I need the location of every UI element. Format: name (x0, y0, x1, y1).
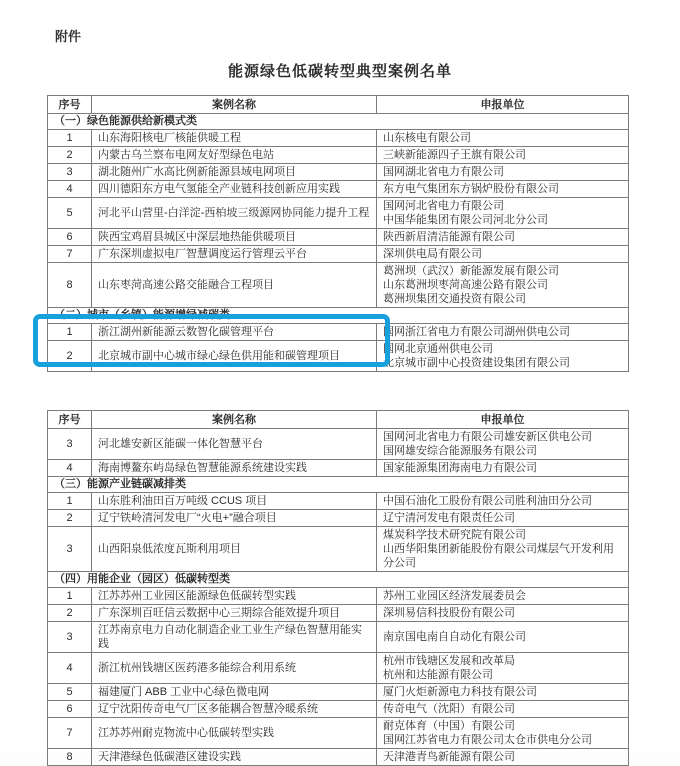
case-no: 1 (48, 130, 92, 147)
case-no: 3 (48, 429, 92, 460)
case-name: 江苏南京电力自动化制造企业工业生产绿色智慧用能实践 (92, 622, 377, 653)
org-line: 国网北京通州供电公司 (383, 343, 493, 355)
case-orgs (377, 263, 629, 308)
org-line: 深圳供电局有限公司 (383, 248, 482, 260)
section-row (48, 308, 629, 324)
org-line: 国网雄安综合能源服务有限公司 (383, 445, 537, 457)
case-orgs (377, 718, 629, 749)
case-name: 江苏苏州工业园区能源绿色低碳转型实践 (92, 588, 377, 605)
case-name: 辽宁铁岭清河发电厂“火电+”融合项目 (92, 510, 377, 527)
org-line: 天津港青鸟新能源有限公司 (383, 751, 515, 763)
case-name: 广东深圳虚拟电厂智慧调度运行管理云平台 (92, 246, 377, 263)
case-no: 8 (48, 749, 92, 766)
case-name: 辽宁沈阳传奇电气厂区多能耦合智慧冷暖系统 (92, 701, 377, 718)
column-header-no: 序号 (48, 411, 92, 429)
case-no: 1 (48, 324, 92, 341)
case-name: 河北雄安新区能碳一体化智慧平台 (92, 429, 377, 460)
case-name: 内蒙古乌兰察布电网友好型绿色电站 (92, 147, 377, 164)
case-row (48, 198, 629, 229)
case-row (48, 701, 629, 718)
org-line: 国网湖北省电力有限公司 (383, 166, 504, 178)
case-orgs (377, 749, 629, 766)
column-header-org: 申报单位 (377, 411, 629, 429)
case-no: 2 (48, 341, 92, 372)
case-name: 山东胜利油田百万吨级 CCUS 项目 (92, 493, 377, 510)
case-row (48, 527, 629, 572)
org-line: 厦门火炬新源电力科技有限公司 (383, 686, 537, 698)
case-orgs (377, 527, 629, 572)
section-row (48, 114, 629, 130)
case-row-highlighted (48, 341, 629, 372)
case-name: 四川德阳东方电气氢能全产业链科技创新应用实践 (92, 181, 377, 198)
case-no: 6 (48, 701, 92, 718)
case-name: 天津港绿色低碳港区建设实践 (92, 749, 377, 766)
column-header-case-name: 案例名称 (92, 411, 377, 429)
column-header-org: 申报单位 (377, 96, 629, 114)
section-row (48, 572, 629, 588)
org-line: 三峡新能源四子王旗有限公司 (383, 149, 526, 161)
case-row (48, 510, 629, 527)
org-line: 国网河北省电力有限公司 (383, 200, 504, 212)
case-name: 广东深圳百旺信云数据中心三期综合能效提升项目 (92, 605, 377, 622)
case-orgs (377, 684, 629, 701)
column-header-no: 序号 (48, 96, 92, 114)
case-name: 北京城市副中心城市绿心绿色供用能和碳管理项目 (92, 341, 377, 372)
org-line: 葛洲坝集团交通投资有限公司 (383, 293, 526, 305)
case-name: 江苏苏州耐克物流中心低碳转型实践 (92, 718, 377, 749)
org-line: 山西华阳集团新能股份有限公司煤层气开发利用分公司 (383, 543, 614, 569)
case-orgs (377, 460, 629, 477)
case-name: 湖北随州广水高比例新能源县域电网项目 (92, 164, 377, 181)
case-row (48, 718, 629, 749)
case-no: 3 (48, 622, 92, 653)
org-line: 中国华能集团有限公司河北分公司 (383, 214, 548, 226)
org-line: 山东核电有限公司 (383, 132, 471, 144)
attachment-label: 附件 (55, 29, 82, 44)
case-no: 1 (48, 588, 92, 605)
case-row (48, 164, 629, 181)
org-line: 辽宁清河发电有限责任公司 (383, 512, 515, 524)
column-header-case-name: 案例名称 (92, 96, 377, 114)
case-orgs (377, 701, 629, 718)
org-line: 国家能源集团海南电力有限公司 (383, 462, 537, 474)
case-row (48, 130, 629, 147)
case-row (48, 147, 629, 164)
case-no: 6 (48, 229, 92, 246)
org-line: 东方电气集团东方锅炉股份有限公司 (383, 183, 559, 195)
section-label: （三）能源产业链碳减排类 (48, 477, 629, 493)
case-table-page-2 (47, 410, 629, 766)
case-row (48, 653, 629, 684)
case-no: 7 (48, 718, 92, 749)
table-header-row (48, 96, 629, 114)
org-line: 国网江苏省电力有限公司太仓市供电分公司 (383, 734, 592, 746)
case-orgs (377, 429, 629, 460)
case-no: 5 (48, 198, 92, 229)
case-no: 4 (48, 653, 92, 684)
case-orgs (377, 147, 629, 164)
org-line: 杭州和达能源有限公司 (383, 669, 493, 681)
case-table-page-1 (47, 95, 629, 372)
org-line: 山东葛洲坝枣菏高速公路有限公司 (383, 279, 548, 291)
case-orgs (377, 493, 629, 510)
section-row (48, 477, 629, 493)
case-no: 8 (48, 263, 92, 308)
org-line: 中国石油化工股份有限公司胜利油田分公司 (383, 495, 592, 507)
case-orgs (377, 181, 629, 198)
case-row (48, 324, 629, 341)
case-name: 浙江杭州钱塘区医药港多能综合利用系统 (92, 653, 377, 684)
case-name: 山东枣菏高速公路交能融合工程项目 (92, 263, 377, 308)
case-name: 陕西宝鸡眉县城区中深层地热能供暖项目 (92, 229, 377, 246)
org-line: 耐克体育（中国）有限公司 (383, 720, 515, 732)
case-no: 5 (48, 684, 92, 701)
case-no: 1 (48, 493, 92, 510)
case-orgs (377, 341, 629, 372)
section-label: （四）用能企业（园区）低碳转型类 (48, 572, 629, 588)
case-no: 2 (48, 147, 92, 164)
org-line: 陕西新眉清洁能源有限公司 (383, 231, 515, 243)
case-row (48, 246, 629, 263)
case-row (48, 229, 629, 246)
case-orgs (377, 605, 629, 622)
org-line: 葛洲坝（武汉）新能源发展有限公司 (383, 265, 559, 277)
org-line: 苏州工业园区经济发展委员会 (383, 590, 526, 602)
section-label: （一）绿色能源供给新模式类 (48, 114, 629, 130)
org-line: 杭州市钱塘区发展和改革局 (383, 655, 515, 667)
case-orgs (377, 229, 629, 246)
org-line: 北京城市副中心投资建设集团有限公司 (383, 357, 570, 369)
case-no: 7 (48, 246, 92, 263)
case-row (48, 605, 629, 622)
org-line: 传奇电气（沈阳）有限公司 (383, 703, 515, 715)
case-orgs (377, 198, 629, 229)
case-row (48, 684, 629, 701)
case-no: 4 (48, 460, 92, 477)
case-row (48, 263, 629, 308)
org-line: 国网河北省电力有限公司雄安新区供电公司 (383, 431, 592, 443)
org-line: 国网浙江省电力有限公司湖州供电公司 (383, 326, 570, 338)
case-name: 浙江湖州新能源云数智化碳管理平台 (92, 324, 377, 341)
case-orgs (377, 324, 629, 341)
case-name: 山东海阳核电厂核能供暖工程 (92, 130, 377, 147)
case-orgs (377, 622, 629, 653)
org-line: 深圳易信科技股份有限公司 (383, 607, 515, 619)
case-no: 4 (48, 181, 92, 198)
case-no: 2 (48, 605, 92, 622)
case-row (48, 622, 629, 653)
case-row (48, 429, 629, 460)
table-header-row (48, 411, 629, 429)
document-title: 能源绿色低碳转型典型案例名单 (227, 63, 452, 80)
case-no: 3 (48, 164, 92, 181)
case-orgs (377, 130, 629, 147)
org-line: 煤炭科学技术研究院有限公司 (383, 529, 526, 541)
org-line: 南京国电南自自动化有限公司 (383, 631, 526, 643)
section-label: （二）城市（乡镇）能源增绿减碳类 (48, 308, 629, 324)
case-orgs (377, 588, 629, 605)
case-name: 福建厦门 ABB 工业中心绿色微电网 (92, 684, 377, 701)
case-row (48, 460, 629, 477)
case-row (48, 588, 629, 605)
case-no: 3 (48, 527, 92, 572)
case-no: 2 (48, 510, 92, 527)
case-orgs (377, 246, 629, 263)
case-name: 河北平山营里-白洋淀-西柏坡三级源网协同能力提升工程 (92, 198, 377, 229)
case-row (48, 493, 629, 510)
case-orgs (377, 164, 629, 181)
case-orgs (377, 510, 629, 527)
case-name: 山西阳泉低浓度瓦斯利用项目 (92, 527, 377, 572)
case-name: 海南博鳌东屿岛绿色智慧能源系统建设实践 (92, 460, 377, 477)
case-row (48, 749, 629, 766)
case-orgs (377, 653, 629, 684)
case-row (48, 181, 629, 198)
